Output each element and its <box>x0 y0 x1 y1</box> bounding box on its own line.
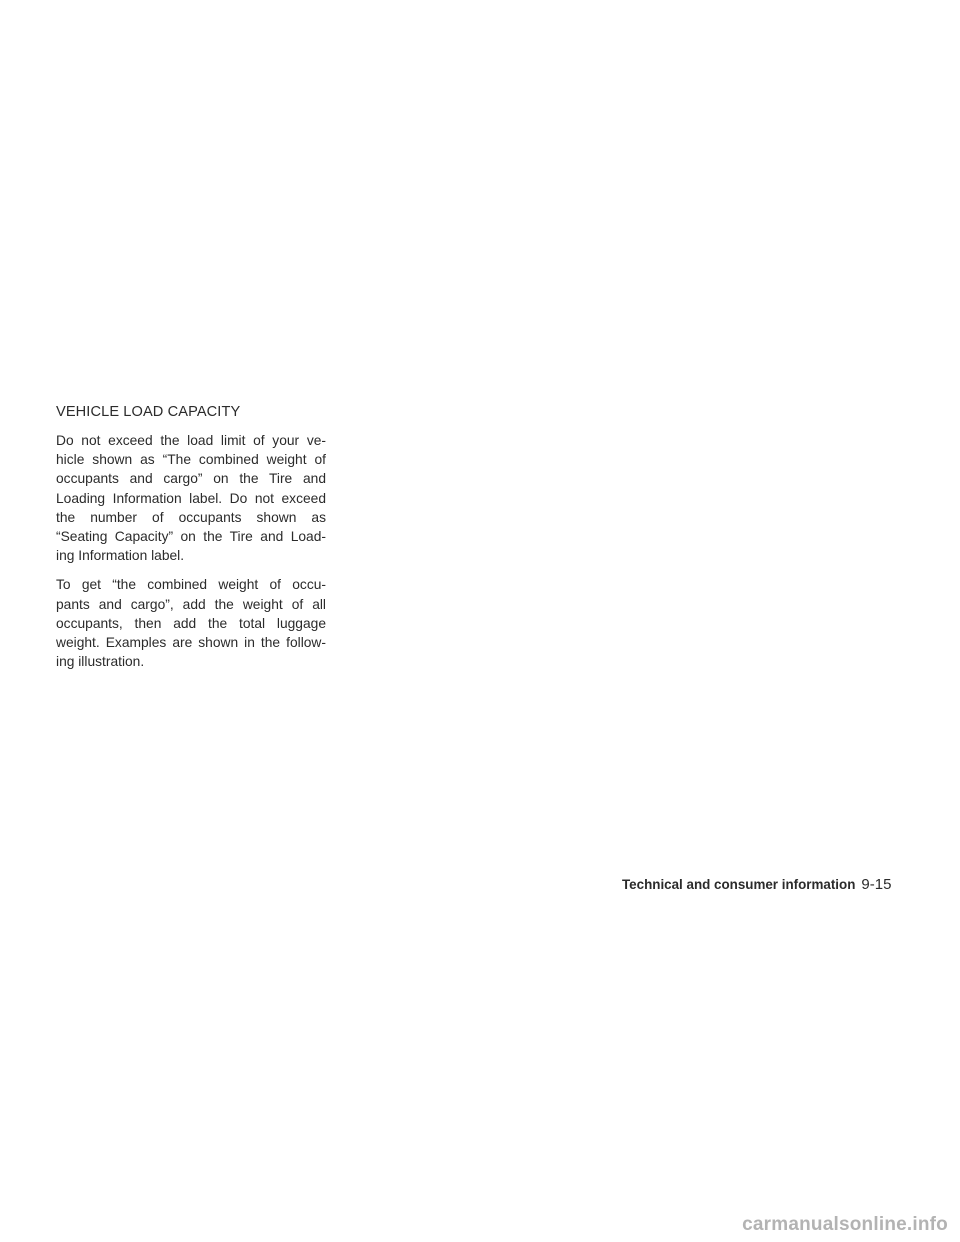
paragraph-combined-weight <box>56 575 326 671</box>
text-line: occupants, then add the total luggage <box>56 615 326 631</box>
text-line: weight. Examples are shown in the follow- <box>56 635 326 651</box>
text-line: To get “the combined weight of occu- <box>56 577 326 593</box>
text-line: Do not exceed the load limit of your ve- <box>56 433 326 448</box>
watermark: carmanualsonline.info <box>742 1214 948 1235</box>
text-line: “Seating Capacity” on the Tire and Load- <box>56 529 326 545</box>
section-heading: VEHICLE LOAD CAPACITY <box>56 404 241 420</box>
text-line: hicle shown as “The combined weight of <box>56 452 326 468</box>
text-line: ing Information label. <box>56 548 185 564</box>
text-line: pants and cargo”, add the weight of all <box>56 596 326 612</box>
page-number: 9-15 <box>861 876 892 893</box>
paragraph-load-limit <box>56 431 326 565</box>
content-column <box>56 402 326 681</box>
footer-section-title: Technical and consumer information <box>622 877 856 892</box>
page-footer <box>622 876 922 898</box>
text-line: ing illustration. <box>56 654 145 670</box>
text-line: the number of occupants shown as <box>56 509 326 525</box>
text-line: occupants and cargo” on the Tire and <box>56 471 326 487</box>
text-line: Loading Information label. Do not exceed <box>56 490 326 506</box>
